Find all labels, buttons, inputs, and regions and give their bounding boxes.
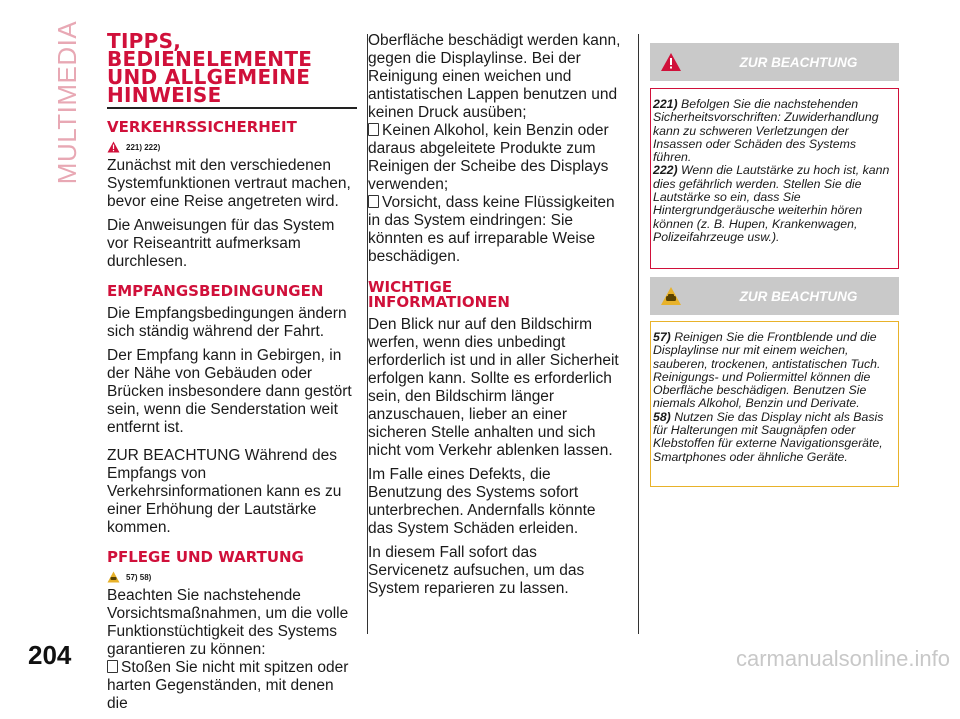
- paragraph: Im Falle eines Defekts, die Benutzung des Systems sofort unterbrechen. Andernfalls könnte das System Schäden erleiden.: [368, 466, 596, 537]
- title-rule: [107, 107, 357, 109]
- paragraph: In diesem Fall sofort das Servicenetz aufsuchen, um das System reparieren zu lassen.: [368, 544, 585, 597]
- column-middle: [368, 32, 621, 604]
- reference-numbers: 57) 58): [126, 572, 152, 582]
- column-left: [107, 29, 357, 719]
- checkbox-bullet-icon: [368, 195, 379, 208]
- paragraph: Oberfläche beschädigt werden kann, gegen die Displaylinse. Bei der Reinigung einen weichen und antistatischen Lappen benutzen und keinen Druck ausüben;: [368, 32, 621, 121]
- paragraph: Zunächst mit den verschiedenen Systemfunktionen vertraut machen, bevor eine Reise angetreten wird.: [107, 157, 351, 210]
- heading-pflege-und-wartung: PFLEGE UND WARTUNG: [107, 548, 304, 566]
- warning-triangle-icon: [660, 52, 682, 72]
- bullet-item: Keinen Alkohol, kein Benzin oder daraus abgeleitete Produkte zum Reinigen der Scheibe des Displays verwenden;: [368, 122, 609, 193]
- heading-empfangsbedingungen: EMPFANGSBEDINGUNGEN: [107, 282, 324, 300]
- checkbox-bullet-icon: [368, 123, 379, 136]
- paragraph: Die Anweisungen für das System vor Reiseantritt aufmerksam durchlesen.: [107, 217, 335, 270]
- car-caution-icon: [660, 286, 682, 306]
- warning-note-body: [650, 88, 899, 269]
- bullet-item: Vorsicht, dass keine Flüssigkeiten in das System eindringen: Sie könnten es auf irreparable Weise beschädigen.: [368, 194, 615, 265]
- reference-numbers: 221) 222): [126, 142, 161, 152]
- paragraph: Die Empfangsbedingungen ändern sich ständig während der Fahrt.: [107, 305, 347, 340]
- note-label: ZUR BEACHTUNG: [739, 54, 858, 70]
- caution-note-body: [650, 321, 899, 487]
- note-item: 222) Wenn die Lautstärke zu hoch ist, kann dies gefährlich werden. Stellen Sie die Lautstärke so ein, dass Sie Hintergrundgeräusche weiterhin hören können (z. B. Hupen, Krankenwagen, Polizeifahrzeuge usw.).: [653, 163, 890, 244]
- warning-note-header: [650, 43, 899, 81]
- checkbox-bullet-icon: [107, 660, 118, 673]
- column-divider: [638, 34, 639, 634]
- paragraph: ZUR BEACHTUNG Während des Empfangs von Verkehrsinformationen kann es zu einer Erhöhung der Lautstärke kommen.: [107, 447, 342, 536]
- car-caution-icon: [107, 571, 120, 583]
- caution-reference: [107, 571, 357, 583]
- note-item: 221) Befolgen Sie die nachstehenden Sicherheitsvorschriften: Zuwiderhandlung kann zu schweren Verletzungen der Insassen oder Schäden des Systems führen.: [653, 97, 879, 165]
- caution-note-header: [650, 277, 899, 315]
- watermark: carmanualsonline.info: [735, 646, 950, 671]
- paragraph: Der Empfang kann in Gebirgen, in der Nähe von Gebäuden oder Brücken insbesondere dann gestört sein, wenn die Senderstation weit entfernt ist.: [107, 347, 352, 436]
- side-section-label: MULTIMEDIA: [52, 20, 83, 185]
- note-item: 58) Nutzen Sie das Display nicht als Basis für Halterungen mit Saugnäpfen oder Klebstoffen für externe Navigationsgeräte, Smartphones oder ähnliche Geräte.: [653, 409, 884, 464]
- page-title: TIPPS, BEDIENELEMENTE UND ALLGEMEINE HINWEISE: [107, 29, 313, 107]
- note-item: 57) Reinigen Sie die Frontblende und die Displaylinse nur mit einem weichen, sauberen, trockenen, antistatischen Tuch. Reinigungs- und Poliermittel können die Oberfläche beschädigen. Benutzen Sie niemals Alkohol, Benzin und Derivate.: [653, 330, 881, 411]
- heading-verkehrssicherheit: VERKEHRSSICHERHEIT: [107, 118, 297, 136]
- page-number: 204: [28, 640, 72, 670]
- warning-triangle-icon: [107, 141, 120, 153]
- paragraph: Den Blick nur auf den Bildschirm werfen, wenn dies unbedingt erforderlich ist und in aller Sicherheit erfolgen kann. Sollte es erforderlich sein, den Bildschirm länger anzuschauen, lieber an einer sicheren Stelle anhalten und sich nicht vom Verkehr ablenken lassen.: [368, 316, 619, 459]
- bullet-item: Stoßen Sie nicht mit spitzen oder harten Gegenständen, mit denen die: [107, 659, 349, 712]
- warning-reference: [107, 141, 357, 153]
- note-label: ZUR BEACHTUNG: [739, 288, 858, 304]
- heading-wichtige-informationen: WICHTIGE INFORMATIONEN: [368, 278, 510, 311]
- paragraph: Beachten Sie nachstehende Vorsichtsmaßnahmen, um die volle Funktionstüchtigkeit des Systems garantieren zu können:: [107, 587, 349, 658]
